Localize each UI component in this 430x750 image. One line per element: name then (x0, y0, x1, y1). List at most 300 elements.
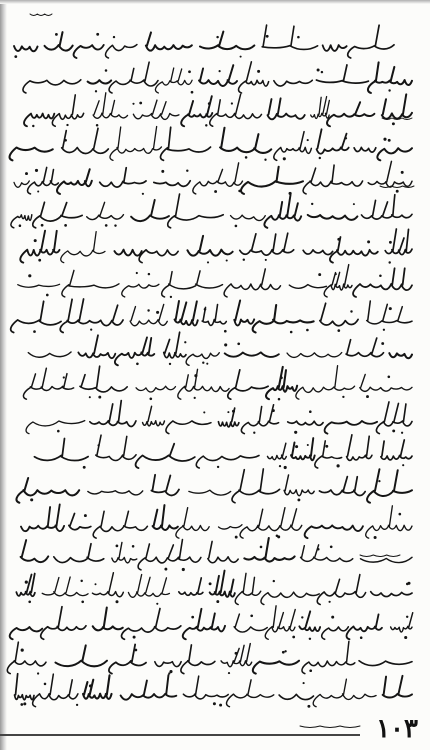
handwritten-word (383, 676, 412, 698)
diacritic-dot (253, 432, 255, 434)
diacritic-dot (232, 410, 235, 413)
handwritten-word (175, 301, 198, 326)
diacritic-dot (136, 272, 138, 274)
handwritten-word (288, 421, 323, 425)
handwritten-word (189, 490, 231, 495)
diacritic-dot (292, 636, 295, 639)
diacritic-dot (389, 241, 392, 244)
handwritten-word (274, 132, 312, 161)
handwritten-word (274, 80, 312, 86)
handwritten-word (11, 301, 61, 332)
diacritic-dot (388, 139, 391, 142)
handwritten-word (55, 645, 107, 666)
diacritic-dot (208, 102, 211, 105)
handwritten-word (193, 163, 243, 194)
diacritic-dot (217, 466, 219, 468)
bottom-rule (0, 734, 360, 736)
handwritten-word (347, 435, 372, 461)
diacritic-dot (14, 55, 17, 58)
handwritten-word (14, 181, 29, 187)
handwritten-word (93, 511, 147, 538)
diacritic-dot (63, 376, 65, 378)
diacritic-dot (80, 580, 82, 582)
handwritten-word (240, 508, 302, 538)
diacritic-dot (209, 582, 212, 585)
handwritten-word (376, 402, 412, 434)
diacritic-dot (25, 172, 28, 175)
diacritic-dot (136, 363, 139, 366)
diacritic-dot (64, 139, 67, 142)
diacritic-dot (309, 669, 312, 672)
handwritten-word (26, 421, 85, 434)
handwritten-word (10, 147, 53, 160)
diacritic-dot (250, 614, 253, 617)
handwritten-word (146, 32, 192, 50)
diacritic-dot (317, 548, 320, 551)
handwritten-word (74, 45, 104, 58)
diacritic-dot (188, 70, 191, 73)
diacritic-dot (64, 224, 67, 227)
diacritic-dot (95, 90, 97, 92)
handwritten-word (313, 679, 376, 706)
handwritten-word (360, 557, 412, 562)
handwritten-word (121, 675, 177, 700)
diacritic-dot (224, 330, 227, 333)
handwritten-word (219, 525, 242, 529)
diacritic-dot (28, 274, 31, 277)
handwritten-word (377, 148, 412, 160)
handwritten-word (10, 627, 43, 639)
diacritic-dot (366, 395, 369, 398)
diacritic-dot (41, 224, 44, 227)
diacritic-dot (388, 376, 391, 379)
handwritten-word (311, 97, 330, 119)
handwritten-word (241, 167, 303, 194)
diacritic-dot (105, 224, 108, 227)
handwritten-word (181, 96, 212, 126)
diacritic-dot (374, 536, 377, 539)
page-number: ١٠٣ (376, 714, 418, 744)
handwritten-word (371, 592, 412, 597)
handwritten-word (262, 25, 317, 49)
handwritten-word (225, 352, 279, 357)
handwritten-word (62, 128, 109, 153)
handwritten-word (196, 456, 259, 469)
diacritic-dot (337, 329, 340, 332)
diacritic-dot (235, 652, 238, 655)
handwritten-word (317, 575, 365, 605)
handwritten-word (291, 438, 315, 460)
handwritten-word (15, 674, 34, 700)
diacritic-dot (404, 636, 407, 639)
diacritic-dot (105, 69, 108, 72)
diacritic-dot (276, 534, 279, 537)
diacritic-dot (194, 397, 196, 399)
handwritten-word (110, 127, 161, 161)
diacritic-dot (46, 294, 49, 297)
handwritten-word (181, 645, 215, 674)
diacritic-dot (95, 583, 97, 585)
diacritic-dot (311, 203, 313, 205)
handwritten-word (308, 215, 358, 220)
diacritic-dot (23, 702, 26, 705)
handwritten-word (208, 541, 238, 562)
diacritic-dot (149, 397, 152, 400)
diacritic-dot (114, 224, 116, 226)
handwritten-word (106, 45, 137, 58)
diacritic-dot (113, 36, 115, 38)
handwritten-word (234, 614, 267, 632)
diacritic-dot (265, 259, 267, 261)
handwritten-word (261, 592, 319, 604)
handwritten-word (289, 285, 326, 289)
diacritic-dot (33, 330, 36, 333)
diacritic-dot (96, 33, 99, 36)
diacritic-dot (219, 70, 221, 72)
handwritten-word (16, 478, 79, 503)
handwritten-word (88, 491, 143, 495)
diacritic-dot (307, 444, 309, 446)
diacritic-dot (378, 480, 380, 482)
handwritten-word (200, 32, 254, 50)
handwritten-word (368, 161, 412, 187)
diacritic-dot (389, 307, 392, 310)
diacritic-dot (156, 603, 158, 605)
handwritten-word (90, 401, 136, 427)
diacritic-dot (321, 71, 323, 73)
diacritic-dot (224, 343, 227, 346)
diacritic-dot (169, 363, 171, 365)
diacritic-dot (307, 139, 309, 141)
handwritten-word (231, 215, 266, 220)
diacritic-dot (237, 342, 240, 345)
diacritic-dot (257, 70, 260, 73)
handwritten-word (228, 370, 268, 399)
handwritten-word (325, 421, 378, 434)
diacritic-dot (32, 125, 34, 127)
diacritic-dot (396, 190, 399, 193)
handwritten-word (93, 608, 123, 631)
handwritten-word (279, 694, 313, 699)
diacritic-dot (191, 616, 194, 619)
handwritten-word (301, 545, 353, 562)
handwritten-word (45, 32, 73, 51)
handwritten-word (115, 337, 154, 365)
diacritic-dot (309, 638, 311, 640)
diacritic-dot (19, 224, 22, 227)
handwritten-word (109, 62, 158, 93)
diacritic-dot (280, 376, 283, 379)
handwritten-word (305, 525, 363, 538)
handwritten-word (235, 573, 261, 604)
diacritic-dot (204, 308, 207, 311)
diacritic-dot (392, 429, 395, 432)
diacritic-dot (132, 545, 135, 548)
diacritic-dot (142, 193, 144, 195)
diacritic-dot (76, 704, 78, 706)
diacritic-dot (401, 171, 404, 174)
diacritic-dot (37, 190, 39, 192)
diacritic-dot (98, 396, 101, 399)
handwritten-word (54, 544, 104, 563)
diacritic-dot (83, 466, 86, 469)
diacritic-dot (392, 122, 395, 125)
diacritic-dot (214, 190, 217, 193)
diacritic-dot (135, 649, 138, 652)
handwritten-word (264, 195, 301, 228)
handwritten-word (176, 508, 209, 538)
handwritten-word (20, 231, 59, 263)
diacritic-dot (260, 546, 263, 549)
diacritic-dot (28, 601, 31, 604)
diacritic-dot (97, 444, 99, 446)
handwritten-word (367, 301, 412, 324)
handwritten-word (322, 627, 349, 639)
handwritten-word (61, 232, 105, 263)
handwritten-word (296, 366, 355, 399)
diacritic-dot (231, 102, 233, 104)
handwritten-word (244, 538, 294, 561)
handwritten-word (362, 195, 412, 219)
handwritten-word (348, 25, 394, 58)
marginal-note (30, 14, 52, 16)
handwritten-word (7, 642, 46, 673)
diacritic-dot (235, 536, 238, 539)
diacritic-dot (306, 329, 309, 332)
handwritten-word (381, 440, 412, 460)
handwritten-word (18, 284, 60, 287)
diacritic-dot (44, 683, 47, 686)
diacritic-dot (406, 616, 408, 618)
diacritic-dot (381, 342, 384, 345)
diacritic-dot (216, 36, 218, 38)
diacritic-dot (379, 274, 382, 277)
handwritten-word (60, 299, 123, 333)
diacritic-dot (284, 466, 287, 469)
handwritten-word (139, 250, 178, 263)
diacritic-dot (147, 309, 149, 311)
handwritten-word (346, 338, 383, 357)
handwritten-word (128, 575, 169, 598)
diacritic-dot (245, 156, 248, 159)
handwritten-word (265, 606, 295, 639)
diacritic-dot (297, 36, 300, 39)
diacritic-dot (226, 259, 228, 261)
handwritten-word (327, 102, 374, 126)
handwritten-word (93, 93, 127, 118)
diacritic-dot (30, 498, 33, 501)
diacritic-dot (156, 311, 159, 314)
diacritic-dot (132, 103, 134, 105)
handwritten-word (284, 475, 314, 496)
marginal-note (360, 555, 400, 557)
handwritten-word (23, 80, 81, 93)
handwritten-word (24, 114, 54, 127)
handwritten-word (23, 368, 73, 399)
handwritten-word (155, 662, 181, 667)
handwritten-word (153, 505, 178, 530)
handwritten-word (154, 181, 190, 187)
diacritic-dot (283, 157, 286, 160)
handwritten-word (253, 305, 314, 332)
diacritic-dot (388, 261, 390, 263)
diacritic-dot (133, 636, 136, 639)
handwritten-word (303, 165, 362, 194)
handwritten-word (69, 513, 91, 529)
diacritic-dot (290, 331, 293, 334)
diacritic-dot (328, 601, 330, 603)
handwritten-word (164, 332, 186, 358)
handwritten-word (187, 236, 232, 256)
handwritten-word (80, 366, 127, 392)
handwritten-word (234, 300, 254, 325)
diacritic-dot (337, 464, 340, 467)
handwritten-word (354, 147, 376, 152)
diacritic-dot (228, 672, 230, 674)
handwritten-word (232, 469, 280, 503)
diacritic-dot (38, 259, 41, 262)
handwritten-word (324, 265, 352, 297)
diacritic-dot (325, 445, 328, 448)
handwritten-word (83, 675, 112, 699)
handwritten-word (130, 304, 167, 325)
handwritten-word (218, 408, 238, 427)
diacritic-dot (66, 124, 68, 126)
diacritic-dot (194, 374, 197, 377)
diacritic-dot (161, 170, 164, 173)
handwritten-word (315, 441, 342, 468)
diacritic-dot (317, 68, 320, 71)
diacritic-dot (297, 498, 300, 501)
handwritten-word (360, 374, 412, 391)
handwritten-word (151, 475, 179, 496)
handwritten-word (302, 641, 355, 673)
diacritic-dot (90, 328, 92, 330)
diacritic-dot (213, 702, 216, 705)
diacritic-dot (186, 169, 188, 171)
diacritic-dot (182, 568, 185, 571)
handwritten-word (96, 435, 136, 460)
diacritic-dot (399, 513, 402, 516)
handwritten-word (28, 167, 59, 193)
handwritten-word (88, 80, 112, 83)
diacritic-dot (353, 203, 355, 205)
diacritic-dot (202, 362, 204, 364)
handwritten-word (287, 353, 342, 358)
handwritten-word (21, 504, 64, 531)
diacritic-dot (164, 568, 167, 571)
diacritic-dot (81, 600, 84, 603)
diacritic-dot (216, 600, 219, 603)
handwritten-word (122, 609, 181, 640)
handwritten-word (319, 477, 365, 496)
handwritten-word (16, 574, 35, 597)
handwritten-word (367, 469, 412, 502)
diacritic-dot (203, 411, 205, 413)
diacritic-dot (206, 363, 208, 365)
diacritic-dot (266, 35, 269, 38)
marginal-note (300, 726, 360, 728)
handwritten-word (34, 438, 88, 460)
handwritten-word (92, 573, 123, 597)
handwritten-word (109, 644, 146, 673)
handwritten-word (267, 443, 286, 459)
handwritten-word (317, 129, 349, 154)
handwritten-word (210, 94, 262, 126)
handwritten-word (253, 661, 299, 674)
diacritic-dot (191, 91, 194, 94)
handwritten-word (78, 335, 115, 358)
diacritic-dot (139, 102, 142, 105)
handwritten-word (316, 65, 368, 83)
diacritic-dot (301, 616, 303, 618)
handwritten-word (161, 127, 211, 160)
diacritic-dot (21, 649, 24, 652)
handwritten-word (57, 169, 92, 194)
handwritten-word (320, 303, 358, 325)
handwritten-word (241, 405, 278, 434)
handwritten-word (178, 369, 229, 399)
diacritic-dot (303, 682, 305, 684)
handwritten-word (114, 250, 141, 256)
handwritten-word (11, 215, 32, 228)
diacritic-dot (243, 258, 245, 260)
handwritten-word (136, 386, 175, 392)
diacritic-dot (169, 670, 172, 673)
diacritic-dot (337, 238, 340, 241)
handwritten-word (62, 270, 119, 297)
diacritic-dot (335, 273, 337, 275)
handwritten-word (183, 676, 228, 699)
diacritic-dot (331, 616, 334, 619)
handwritten-word (87, 202, 124, 219)
diacritic-dot (148, 273, 150, 275)
handwritten-word (299, 611, 320, 631)
handwritten-word (224, 269, 280, 297)
diacritic-dot (407, 582, 410, 585)
diacritic-dot (401, 432, 403, 434)
handwritten-word (366, 506, 412, 538)
handwritten-word (179, 578, 203, 595)
diacritic-dot (25, 581, 28, 584)
handwritten-word (221, 644, 252, 667)
diacritic-dot (227, 411, 229, 413)
diacritic-dot (89, 684, 92, 687)
diacritic-dot (34, 239, 37, 242)
diacritic-dot (170, 296, 172, 298)
handwritten-word (136, 444, 195, 468)
handwritten-word (100, 168, 146, 187)
handwritten-word (368, 62, 412, 93)
diacritic-dot (235, 225, 238, 228)
diacritic-dot (272, 409, 275, 412)
handwritten-word (122, 284, 159, 297)
diacritic-dot (295, 445, 298, 448)
handwritten-word (21, 540, 49, 562)
handwritten-word (391, 613, 413, 632)
handwritten-word (143, 406, 165, 426)
diacritic-dot (279, 465, 281, 467)
diacritic-dot (57, 430, 60, 433)
handwritten-word (155, 68, 192, 93)
handwritten-word (303, 250, 332, 255)
diacritic-dot (309, 410, 312, 413)
handwritten-word (14, 46, 38, 51)
diacritic-dot (116, 545, 119, 548)
handwritten-word (166, 421, 211, 434)
diacritic-dot (307, 705, 310, 708)
diacritic-dot (205, 124, 207, 126)
